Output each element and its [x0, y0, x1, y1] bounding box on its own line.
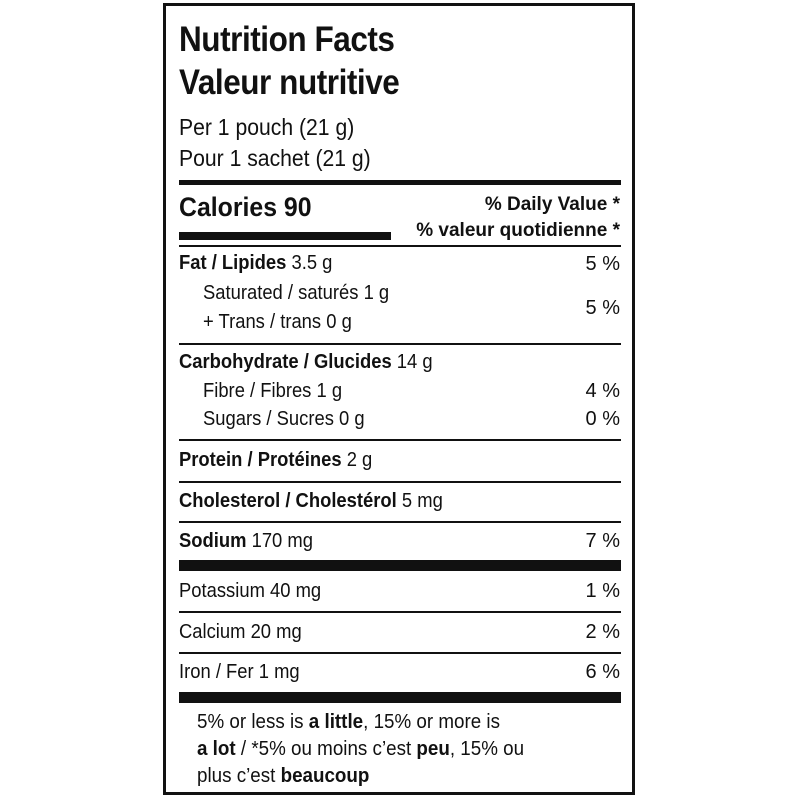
thick-divider [179, 560, 621, 571]
nutrition-facts-label [163, 3, 635, 795]
serving-size-en: Per 1 pouch (21 g) [179, 114, 355, 140]
divider [179, 652, 621, 654]
protein-label: Protein / Protéines [179, 449, 342, 471]
sodium-row [179, 530, 313, 553]
carbohydrate-amount: 14 g [396, 351, 433, 373]
divider [179, 481, 621, 483]
daily-value-header-fr: % valeur quotidienne * [416, 220, 620, 241]
potassium-percent: 1 % [585, 580, 620, 602]
footnote-line-1 [197, 709, 524, 736]
sodium-label: Sodium [179, 530, 247, 552]
calories: Calories 90 [179, 192, 312, 222]
sodium-amount: 170 mg [251, 530, 313, 552]
iron-row: Iron / Fer 1 mg [179, 661, 300, 683]
protein-amount: 2 g [346, 449, 373, 471]
footnote-emphasis: beaucoup [280, 765, 370, 787]
cholesterol-amount: 5 mg [401, 490, 443, 512]
serving-size-fr: Pour 1 sachet (21 g) [179, 145, 371, 171]
potassium-row: Potassium 40 mg [179, 580, 322, 602]
divider [179, 439, 621, 441]
divider [179, 521, 621, 523]
carbohydrate-row [179, 351, 433, 374]
sugars-percent: 0 % [585, 408, 620, 430]
sodium-percent: 7 % [585, 530, 620, 552]
thick-divider [179, 180, 621, 185]
divider [179, 343, 621, 345]
daily-value-header-en: % Daily Value * [484, 194, 620, 215]
calories-underline [179, 232, 391, 240]
thick-divider [179, 692, 621, 703]
footnote-text: 5% or less is [197, 711, 309, 733]
title-fr: Valeur nutritive [179, 63, 400, 102]
calcium-percent: 2 % [585, 621, 620, 643]
footnote-emphasis: peu [416, 738, 450, 760]
divider [179, 611, 621, 613]
footnote-line-2 [197, 736, 524, 763]
footnote-line-3 [197, 763, 524, 790]
protein-row [179, 449, 372, 472]
fat-amount: 3.5 g [291, 252, 333, 274]
footnote-text: / *5% ou moins c’est [235, 738, 417, 760]
footnote-text: plus c’est [197, 765, 281, 787]
fat-label: Fat / Lipides [179, 252, 287, 274]
footnote [197, 709, 524, 790]
footnote-emphasis: a little [308, 711, 364, 733]
footnote-text: , 15% ou [449, 738, 525, 760]
sugars-row: Sugars / Sucres 0 g [203, 408, 365, 430]
title-en: Nutrition Facts [179, 20, 395, 59]
fibre-percent: 4 % [585, 380, 620, 402]
carbohydrate-label: Carbohydrate / Glucides [179, 351, 392, 373]
iron-percent: 6 % [585, 661, 620, 683]
cholesterol-row [179, 490, 443, 513]
fibre-row: Fibre / Fibres 1 g [203, 380, 343, 402]
fat-percent: 5 % [585, 253, 620, 275]
footnote-emphasis: a lot [197, 738, 236, 760]
saturated-trans-percent: 5 % [585, 297, 620, 319]
fat-row [179, 252, 332, 275]
footnote-text: , 15% or more is [363, 711, 501, 733]
trans-row: + Trans / trans 0 g [203, 311, 352, 333]
cholesterol-label: Cholesterol / Cholestérol [179, 490, 397, 512]
divider [179, 245, 621, 247]
saturated-row: Saturated / saturés 1 g [203, 282, 390, 304]
calcium-row: Calcium 20 mg [179, 621, 302, 643]
